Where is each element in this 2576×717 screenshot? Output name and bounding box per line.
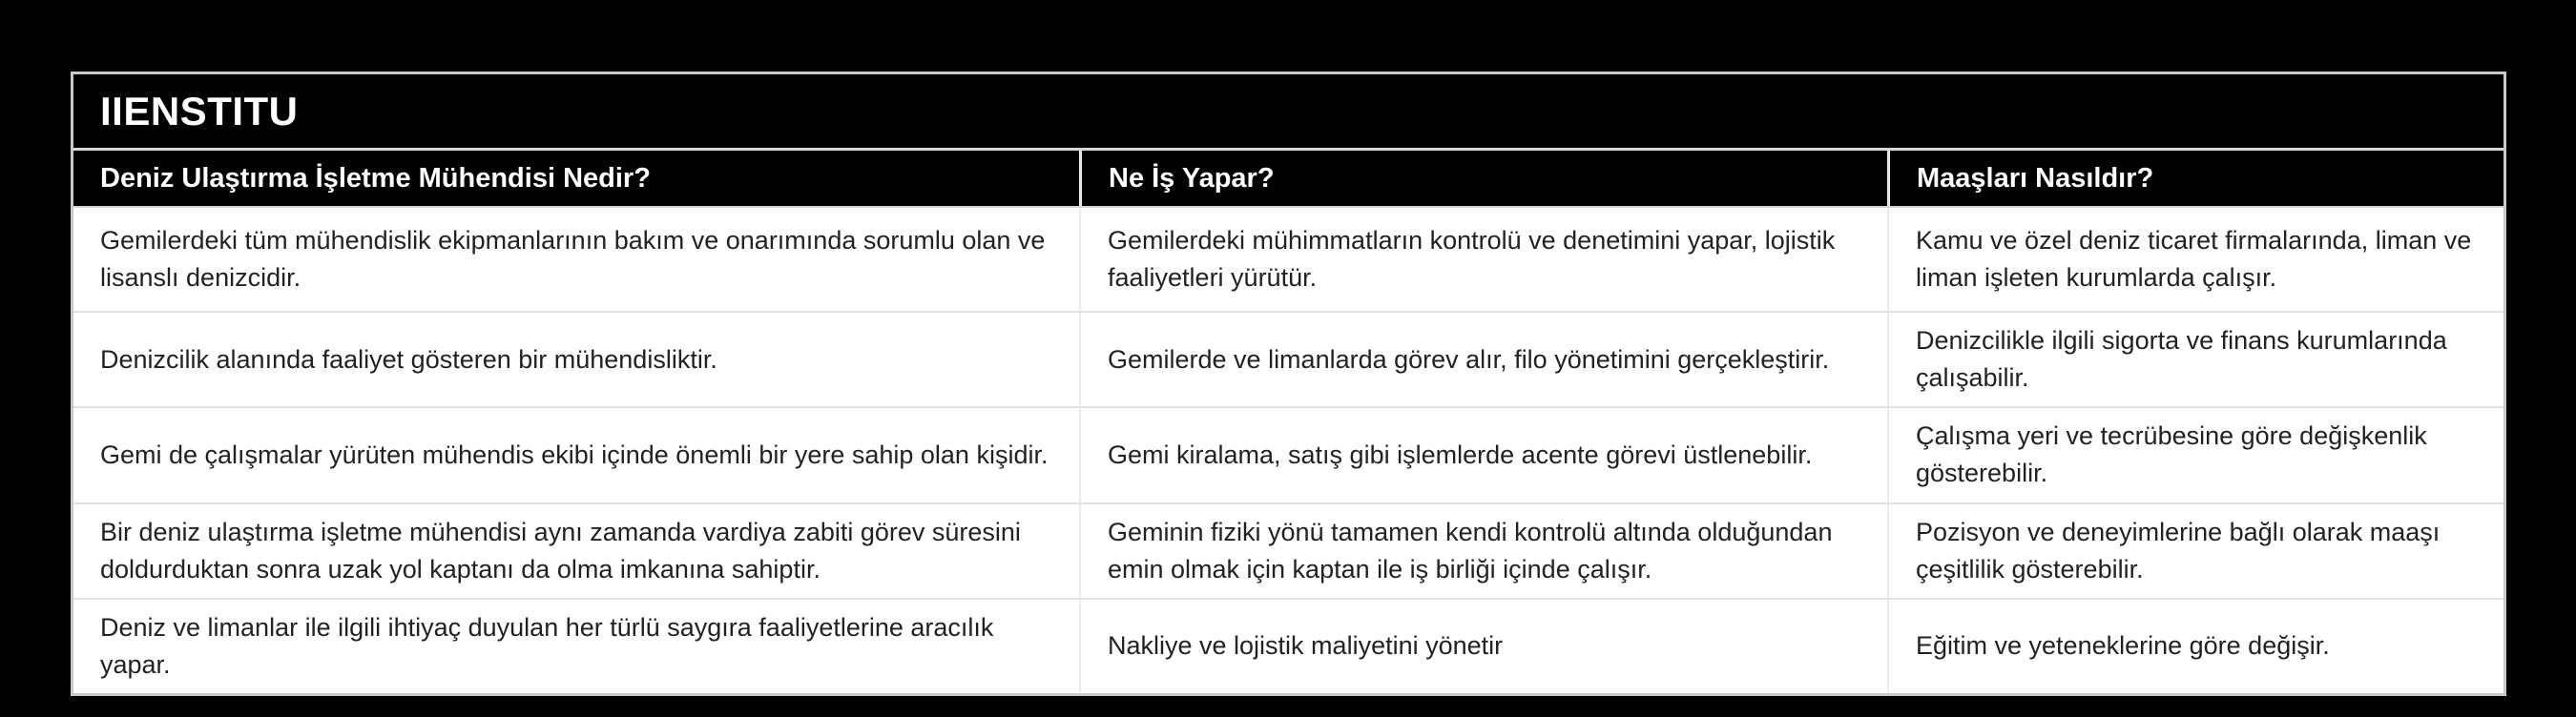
table-row [73,208,2503,313]
brand-title: IIENSTITU [100,88,299,133]
table-cell: Gemilerde ve limanlarda görev alır, filo yönetimini gerçekleştirir. [1079,313,1887,406]
column-header-maaslari: Maaşları Nasıldır? [1887,151,2506,206]
table-row [73,600,2503,693]
table-row [73,504,2503,600]
table-row [73,408,2503,503]
info-table-card [71,72,2506,696]
table-cell: Nakliye ve lojistik maliyetini yönetir [1079,600,1887,693]
table-row [73,313,2503,408]
table-cell: Geminin fiziki yönü tamamen kendi kontrolü altında olduğundan emin olmak için kaptan ile iş birliği içinde çalışır. [1079,504,1887,598]
table-cell: Pozisyon ve deneyimlerine bağlı olarak maaşı çeşitlilik gösterebilir. [1887,504,2506,598]
table-cell: Eğitim ve yeteneklerine göre değişir. [1887,600,2506,693]
table-cell: Bir deniz ulaştırma işletme mühendisi aynı zamanda vardiya zabiti görev süresini doldurduktan sonra uzak yol kaptanı da olma imkanına sahiptir. [100,517,1021,584]
table-cell: Gemilerdeki mühimmatların kontrolü ve denetimini yapar, lojistik faaliyetleri yürütür. [1079,208,1887,311]
table-cell: Kamu ve özel deniz ticaret firmalarında, liman ve liman işleten kurumlarda çalışır. [1887,208,2506,311]
brand-band [73,74,2503,151]
table-cell: Gemi de çalışmalar yürüten mühendis ekibi içinde önemli bir yere sahip olan kişidir. [100,440,1049,469]
table-cell: Deniz ve limanlar ile ilgili ihtiyaç duyulan her türlü saygıra faaliyetlerine aracılık yapar. [100,612,994,679]
column-header-nedir: Deniz Ulaştırma İşletme Mühendisi Nedir? [100,162,651,194]
table-cell: Denizcilikle ilgili sigorta ve finans kurumlarında çalışabilir. [1887,313,2506,406]
table-cell: Gemi kiralama, satış gibi işlemlerde acente görevi üstlenebilir. [1079,408,1887,502]
column-header-ne-is-yapar: Ne İş Yapar? [1079,151,1887,206]
table-cell: Denizcilik alanında faaliyet gösteren bir mühendisliktir. [100,344,717,374]
table-cell: Gemilerdeki tüm mühendislik ekipmanlarının bakım ve onarımında sorumlu olan ve lisanslı denizcidir. [100,225,1046,292]
table-cell: Çalışma yeri ve tecrübesine göre değişkenlik gösterebilir. [1887,408,2506,502]
table-header-row [73,151,2503,208]
